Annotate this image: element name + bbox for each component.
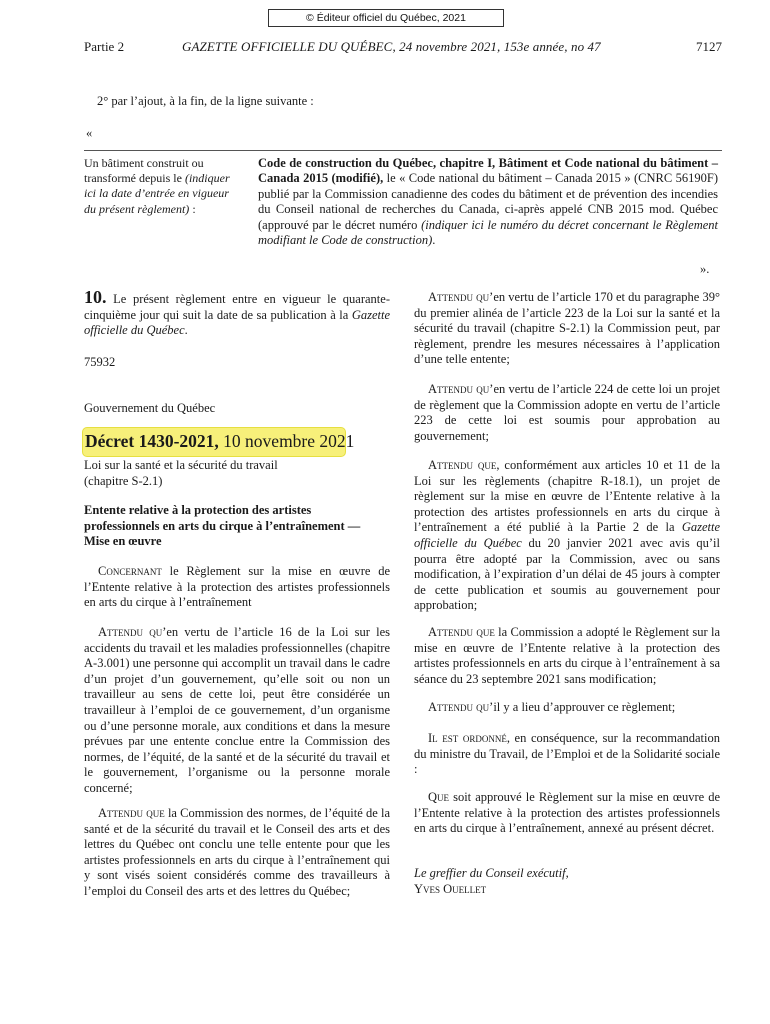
paragraph-body: ’en vertu de l’article 224 de cette loi un projet de règlement que la Commission adopte en vertu de l’article 223 de cette loi est soumis pour approbation au gouvernement;	[414, 382, 720, 443]
left-paragraph-concernant	[84, 564, 390, 611]
code-end: .	[432, 233, 436, 248]
paragraph-body: , en conséquence, sur la recommandation du ministre du Travail, de l’Emploi et de la Solidarité sociale :	[414, 731, 720, 777]
paragraph-lead: Attendu qu	[428, 382, 490, 396]
entente-title: Entente relative à la protection des artistes professionnels en arts du cirque à l’entraînement — Mise en œuvre	[84, 503, 361, 549]
article-text-end: .	[184, 323, 188, 338]
paragraph-lead: Il est ordonné	[428, 731, 507, 745]
paragraph-lead: Attendu qu	[428, 700, 490, 714]
paragraph-lead: Attendu que	[98, 806, 165, 820]
decree-date: 10 novembre 2021	[218, 431, 355, 451]
amendment-intro: 2° par l’ajout, à la fin, de la ligne suivante :	[97, 94, 314, 108]
right-paragraph-6	[414, 731, 720, 778]
page-number: 7127	[696, 39, 722, 54]
paragraph-tail: du 20 janvier 2021 avec avis qu’il pourra être adopté par la Commission, avec ou sans modification, à l’expiration d’un délai de 45 jours à compter de cette publication et soumis au gouvernement pour approbation;	[414, 535, 721, 613]
paragraph-lead: Que	[428, 790, 450, 804]
copyright-banner: © Éditeur officiel du Québec, 2021	[268, 9, 504, 27]
table-left-text: Un bâtiment construit ou transformé depuis le	[84, 156, 204, 186]
paragraph-body: soit approuvé le Règlement sur la mise en œuvre de l’Entente relative à la protection des artistes professionnels en arts du cirque à l’entraînement, annexé au présent décret.	[414, 790, 720, 836]
paragraph-lead: Concernant	[98, 564, 162, 578]
decree-heading	[85, 428, 354, 454]
table-left-cell	[84, 156, 234, 217]
gazette-header-title: GAZETTE OFFICIELLE DU QUÉBEC, 24 novembre 2021, 153e année, no 47	[182, 39, 601, 54]
paragraph-body: la Commission a adopté le Règlement sur la mise en œuvre de l’Entente relative à la protection des artistes professionnels en arts du cirque à l’entraînement à sa séance du 23 septembre 2021 sans modification;	[414, 625, 720, 686]
law-title: Loi sur la santé et la sécurité du travail (chapitre S-2.1)	[84, 458, 278, 488]
signature-name: Yves Ouellet	[414, 882, 487, 896]
closing-quote: ».	[700, 262, 710, 276]
paragraph-body: la Commission des normes, de l’équité de la santé et de la sécurité du travail et le Conseil des arts et des lettres du Québec ont conclu une telle entente pour que les artistes professionnels en arts du cirque à l’entraînement qui y sont visés soient considérés comme des travailleurs à l’emploi du Conseil des arts et des lettres du Québec;	[84, 806, 391, 898]
right-paragraph-2	[414, 382, 720, 444]
right-paragraph-4	[414, 625, 720, 687]
right-paragraph-1	[414, 290, 720, 368]
decree-placeholder: (indiquer ici le numéro du décret concernant le Règlement modifiant le Code de construction)	[258, 217, 718, 248]
code-description: le « Code national du bâtiment – Canada 2015 » (CNRC 56190F) publié par la Commission canadienne des codes du bâtiment et de prévention des incendies du Conseil national de recherches du Canada, ci-après appelé CNB 2015 mod. Québec (approuvé par le décret numéro	[258, 171, 718, 232]
government-label: Gouvernement du Québec	[84, 401, 216, 415]
article-10	[84, 287, 390, 339]
paragraph-body: ’en vertu de l’article 16 de la Loi sur les accidents du travail et les maladies professionnelles (chapitre A-3.001) une personne qui accomplit un travail dans le cadre d’un projet d’un gouvernement, qu’elle soit ou non un travailleur au sens de cette loi, peut être considérée un travailleur à l’emploi de ce gouvernement, d’un organisme ou d’une personne morale, aux conditions et dans la mesure prévues par une entente conclue entre la Commission des normes, de l’équité, de la santé et de la sécurité du travail et le gouvernement, l’organisme ou la personne morale concerné;	[84, 625, 390, 795]
paragraph-lead: Attendu qu	[98, 625, 163, 639]
left-paragraph-attendu-1	[84, 625, 390, 797]
reference-number: 75932	[84, 355, 116, 369]
article-number: 10.	[84, 287, 107, 307]
right-paragraph-7	[414, 790, 720, 837]
table-left-colon: :	[189, 201, 196, 216]
decree-number: Décret 1430-2021,	[85, 431, 219, 451]
article-text: Le présent règlement entre en vigueur le quarante-cinquième jour qui suit la date de sa publication à la	[84, 292, 390, 322]
right-paragraph-5	[414, 700, 720, 716]
paragraph-lead: Attendu que	[428, 458, 497, 472]
gazette-ref: Gazette officielle du Québec	[84, 307, 390, 338]
paragraph-lead: Attendu qu	[428, 290, 490, 304]
paragraph-body: ’en vertu de l’article 170 et du paragraphe 39° du premier alinéa de l’article 223 de la Loi sur la santé et la sécurité du travail (chapitre S-2.1) la Commission peut, par règlement, prendre les mesures nécessaires à l’application d’une telle entente;	[414, 290, 720, 367]
table-left-placeholder: (indiquer ici la date d’entrée en vigueur du présent règlement)	[84, 171, 230, 216]
opening-quote: «	[86, 126, 93, 140]
gazette-ref: Gazette officielle du Québec	[414, 520, 720, 550]
paragraph-body: ’il y a lieu d’approuver ce règlement;	[489, 700, 676, 714]
code-title: Code de construction du Québec, chapitre I, Bâtiment et Code national du bâtiment – Canada 2015 (modifié),	[258, 156, 718, 186]
left-paragraph-attendu-2	[84, 806, 390, 900]
part-label: Partie 2	[84, 39, 125, 54]
paragraph-lead: Attendu que	[428, 625, 495, 639]
signature-role: Le greffier du Conseil exécutif,	[414, 866, 569, 880]
table-right-cell	[258, 156, 718, 248]
table-top-rule	[84, 150, 722, 151]
right-paragraph-3	[414, 458, 720, 614]
paragraph-body: , conformément aux articles 10 et 11 de la Loi sur les règlements (chapitre R-18.1), un projet de règlement sur la mise en œuvre de l’Entente relative à la protection des artistes professionnels en arts du cirque à l’entraînement a été publié à la Partie 2 de la	[414, 458, 721, 535]
paragraph-body: le Règlement sur la mise en œuvre de l’Entente relative à la protection des artistes professionnels en arts du cirque à l’entraînement	[84, 564, 390, 610]
